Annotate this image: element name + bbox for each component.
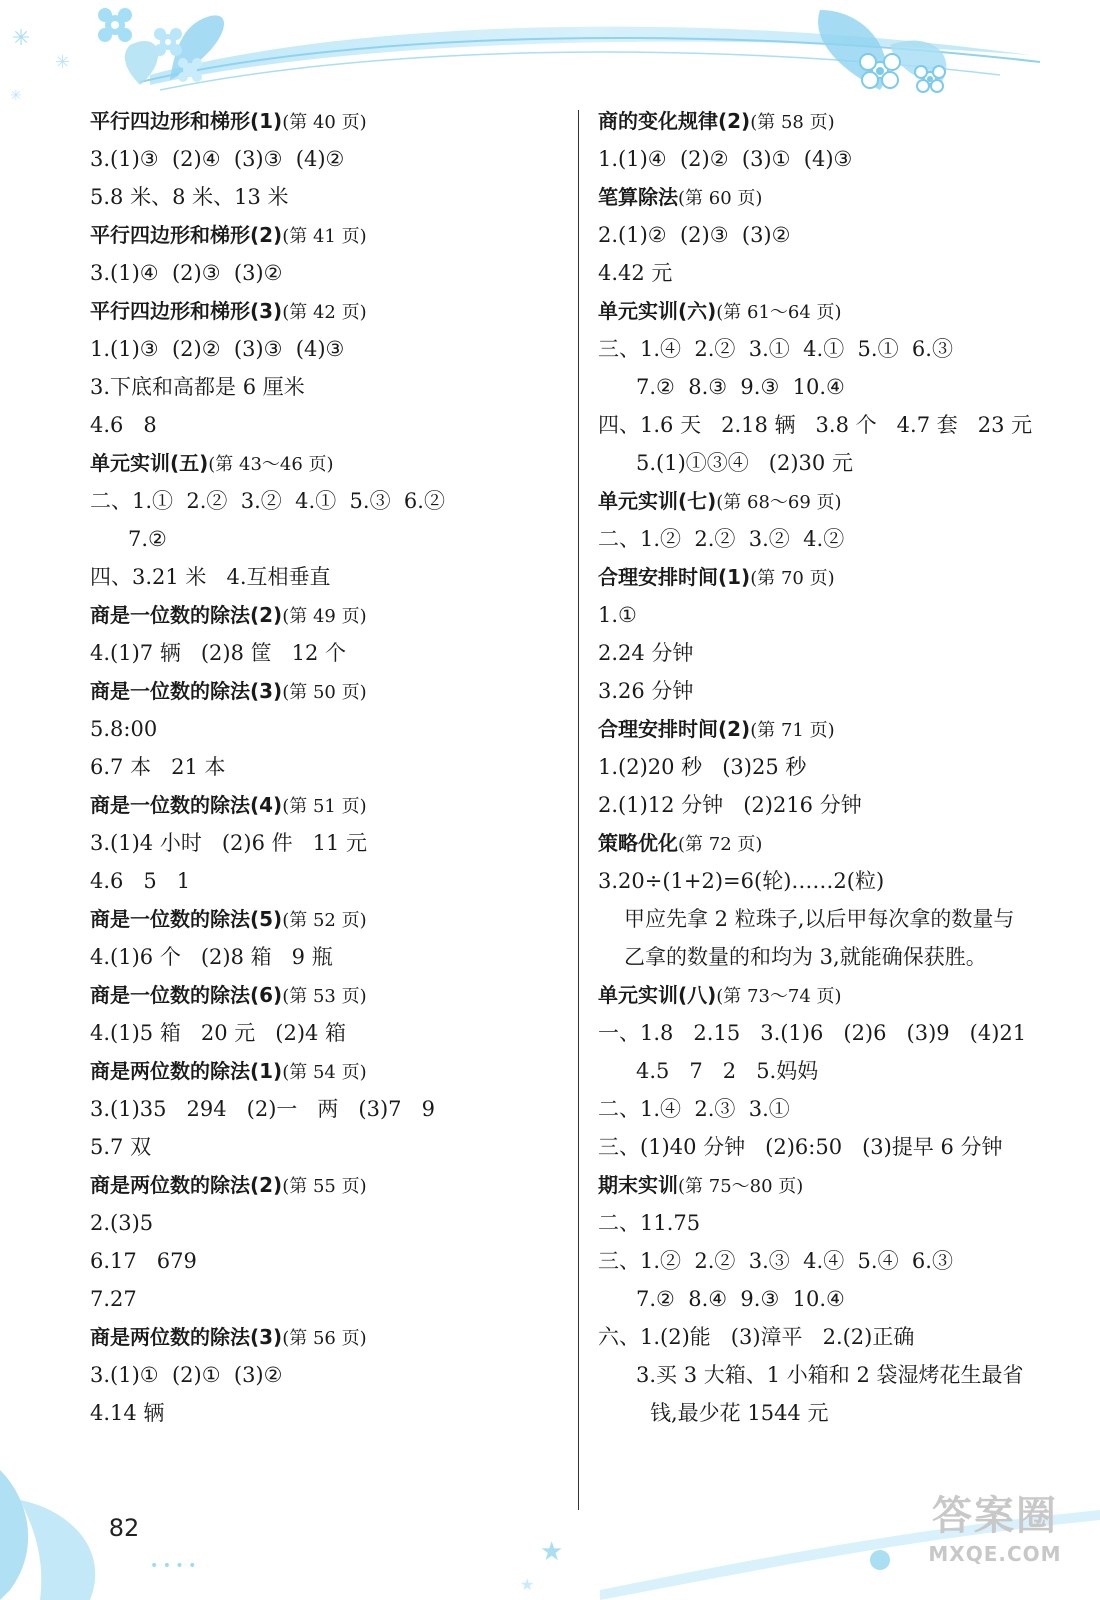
section-page-range: (第 72 页) — [678, 834, 763, 855]
answer-line: 4.(1)6 个 (2)8 箱 9 瓶 — [90, 945, 333, 969]
answer-line: 3.(1)④ (2)③ (3)② — [90, 261, 283, 285]
section-page-range: (第 71 页) — [750, 720, 835, 741]
svg-text:• • • •: • • • • — [150, 1558, 197, 1574]
answer-line: 二、1.④ 2.③ 3.① — [598, 1097, 790, 1121]
svg-text:✳: ✳ — [55, 52, 71, 73]
section-title: 商是一位数的除法(5) — [90, 907, 283, 931]
page-number: 82 — [108, 1514, 140, 1542]
answer-line: 4.(1)7 辆 (2)8 筐 12 个 — [90, 641, 347, 665]
answer-line: 二、1.② 2.② 3.② 4.② — [598, 527, 845, 551]
section-page-range: (第 68～69 页) — [716, 492, 842, 513]
section-title: 商是一位数的除法(6) — [90, 983, 283, 1007]
answer-line: 7.② 8.③ 9.③ 10.④ — [636, 375, 845, 399]
section-heading — [598, 1166, 1078, 1204]
answer-line: 6.17 679 — [90, 1249, 197, 1273]
answer-line: 三、1.② 2.② 3.③ 4.④ 5.④ 6.③ — [598, 1249, 953, 1273]
section-page-range: (第 41 页) — [282, 226, 367, 247]
section-page-range: (第 75～80 页) — [678, 1176, 804, 1197]
section-heading — [598, 976, 1078, 1014]
section-page-range: (第 53 页) — [282, 986, 367, 1007]
answer-line: 3.(1)35 294 (2)一 两 (3)7 9 — [90, 1097, 435, 1121]
section-title: 商是一位数的除法(4) — [90, 793, 283, 817]
section-page-range: (第 50 页) — [282, 682, 367, 703]
answer-line: 六、1.(2)能 (3)漳平 2.(2)正确 — [598, 1325, 915, 1349]
answer-line: 4.42 元 — [598, 261, 673, 285]
answer-line: 4.6 8 — [90, 413, 157, 437]
section-heading — [90, 976, 560, 1014]
section-heading — [598, 178, 1078, 216]
answer-line: 乙拿的数量的和均为 3,就能确保获胜。 — [624, 945, 987, 969]
section-page-range: (第 51 页) — [282, 796, 367, 817]
section-heading — [90, 672, 560, 710]
section-page-range: (第 40 页) — [282, 112, 367, 133]
section-heading — [90, 444, 560, 482]
answer-line: 2.(1)② (2)③ (3)② — [598, 223, 791, 247]
top-floral-decoration — [0, 0, 1100, 110]
section-page-range: (第 52 页) — [282, 910, 367, 931]
answer-line: 钱,最少花 1544 元 — [650, 1401, 829, 1425]
section-title: 策略优化 — [598, 831, 678, 855]
section-heading — [90, 1166, 560, 1204]
svg-text:✳: ✳ — [10, 88, 22, 104]
section-page-range: (第 54 页) — [282, 1062, 367, 1083]
answer-line: 1.(1)③ (2)② (3)③ (4)③ — [90, 337, 345, 361]
answer-line: 6.7 本 21 本 — [90, 755, 226, 779]
answer-line: 4.(1)5 箱 20 元 (2)4 箱 — [90, 1021, 347, 1045]
answer-line: 二、1.① 2.② 3.② 4.① 5.③ 6.② — [90, 489, 445, 513]
section-title: 单元实训(五) — [90, 451, 209, 475]
svg-text:★: ★ — [540, 1537, 564, 1567]
section-title: 商是两位数的除法(2) — [90, 1173, 283, 1197]
section-page-range: (第 43～46 页) — [208, 454, 334, 475]
section-page-range: (第 73～74 页) — [716, 986, 842, 1007]
section-title: 平行四边形和梯形(3) — [90, 299, 283, 323]
answer-line: 4.5 7 2 5.妈妈 — [636, 1059, 819, 1083]
answer-line: 3.下底和高都是 6 厘米 — [90, 375, 305, 399]
section-title: 商是一位数的除法(2) — [90, 603, 283, 627]
answer-line: 3.买 3 大箱、1 小箱和 2 袋湿烤花生最省 — [636, 1363, 1024, 1387]
section-page-range: (第 58 页) — [750, 112, 835, 133]
section-title: 笔算除法 — [598, 185, 678, 209]
answer-line: 5.8:00 — [90, 717, 158, 741]
section-page-range: (第 49 页) — [282, 606, 367, 627]
section-title: 合理安排时间(1) — [598, 565, 751, 589]
section-title: 商的变化规律(2) — [598, 109, 751, 133]
section-page-range: (第 61～64 页) — [716, 302, 842, 323]
section-page-range: (第 56 页) — [282, 1328, 367, 1349]
section-title: 商是一位数的除法(3) — [90, 679, 283, 703]
section-title: 单元实训(六) — [598, 299, 717, 323]
section-title: 期末实训 — [598, 1173, 678, 1197]
section-page-range: (第 55 页) — [282, 1176, 367, 1197]
section-page-range: (第 42 页) — [282, 302, 367, 323]
section-page-range: (第 60 页) — [678, 188, 763, 209]
answer-line: 7.27 — [90, 1287, 137, 1311]
answer-line: 一、1.8 2.15 3.(1)6 (2)6 (3)9 (4)21 — [598, 1021, 1027, 1045]
section-page-range: (第 70 页) — [750, 568, 835, 589]
section-heading — [598, 292, 1078, 330]
column-divider — [578, 110, 579, 1510]
section-heading — [598, 824, 1078, 862]
section-heading — [90, 216, 560, 254]
watermark-logo-text: 答案圈 — [932, 1493, 1058, 1539]
answer-line: 3.26 分钟 — [598, 679, 694, 703]
answer-line: 4.14 辆 — [90, 1401, 165, 1425]
section-heading — [90, 596, 560, 634]
section-title: 商是两位数的除法(1) — [90, 1059, 283, 1083]
section-heading — [598, 102, 1078, 140]
answer-line: 3.(1)① (2)① (3)② — [90, 1363, 283, 1387]
answer-line: 5.8 米、8 米、13 米 — [90, 185, 289, 209]
section-title: 商是两位数的除法(3) — [90, 1325, 283, 1349]
answer-line: 3.(1)4 小时 (2)6 件 11 元 — [90, 831, 368, 855]
svg-text:★: ★ — [520, 1575, 535, 1594]
section-heading — [598, 482, 1078, 520]
answer-line: 甲应先拿 2 粒珠子,以后甲每次拿的数量与 — [624, 907, 1015, 931]
answer-line: 7.② 8.④ 9.③ 10.④ — [636, 1287, 845, 1311]
answer-line: 7.② — [128, 527, 167, 551]
section-title: 单元实训(七) — [598, 489, 717, 513]
answer-line: 1.(2)20 秒 (3)25 秒 — [598, 755, 807, 779]
answer-line: 5.(1)①③④ (2)30 元 — [636, 451, 853, 475]
site-watermark — [900, 1490, 1090, 1590]
answer-line: 3.(1)③ (2)④ (3)③ (4)② — [90, 147, 345, 171]
section-heading — [90, 1052, 560, 1090]
answer-line: 2.(1)12 分钟 (2)216 分钟 — [598, 793, 862, 817]
section-heading — [90, 102, 560, 140]
section-heading — [90, 900, 560, 938]
answer-line: 二、11.75 — [598, 1211, 701, 1235]
answer-line: 三、(1)40 分钟 (2)6:50 (3)提早 6 分钟 — [598, 1135, 1003, 1159]
svg-text:✳: ✳ — [12, 26, 31, 51]
section-heading — [90, 292, 560, 330]
left-answer-column — [90, 102, 560, 1432]
answer-line: 4.6 5 1 — [90, 869, 191, 893]
section-title: 单元实训(八) — [598, 983, 717, 1007]
section-heading — [90, 1318, 560, 1356]
section-title: 平行四边形和梯形(1) — [90, 109, 283, 133]
right-answer-column — [598, 102, 1078, 1432]
answer-line: 2.(3)5 — [90, 1211, 154, 1235]
answer-line: 2.24 分钟 — [598, 641, 694, 665]
section-heading — [598, 558, 1078, 596]
answer-line: 三、1.④ 2.② 3.① 4.① 5.① 6.③ — [598, 337, 953, 361]
answer-line: 3.20÷(1+2)=6(轮)……2(粒) — [598, 869, 885, 893]
section-title: 合理安排时间(2) — [598, 717, 751, 741]
answer-line: 5.7 双 — [90, 1135, 152, 1159]
answer-line: 1.(1)④ (2)② (3)① (4)③ — [598, 147, 853, 171]
answer-line: 四、3.21 米 4.互相垂直 — [90, 565, 331, 589]
section-heading — [90, 786, 560, 824]
answer-line: 1.① — [598, 603, 637, 627]
section-title: 平行四边形和梯形(2) — [90, 223, 283, 247]
watermark-url: MXQE.COM — [928, 1542, 1062, 1566]
answer-line: 四、1.6 天 2.18 辆 3.8 个 4.7 套 23 元 — [598, 413, 1033, 437]
section-heading — [598, 710, 1078, 748]
